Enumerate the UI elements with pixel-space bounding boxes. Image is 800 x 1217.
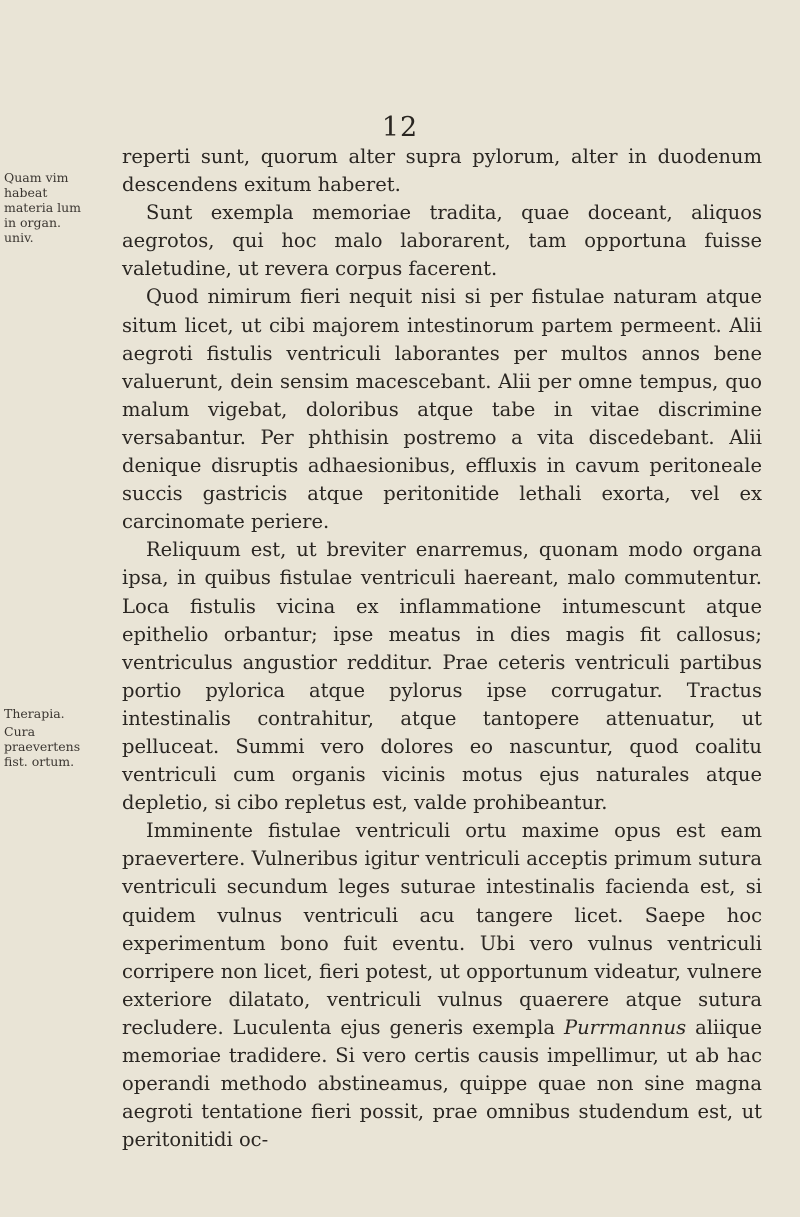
paragraph-5-text: Imminente fistulae ventriculi ortu maxime opus est eam praevertere. Vulneribus igitur ventriculi acceptis primum sutura ventriculi secundum leges suturae intestinalis facienda est, si quidem vulnus ventriculi acu tangere licet. Saepe hoc experimentum bono fuit eventu. Ubi vero vulnus ventriculi corripere non licet, fieri potest, ut opportunum videatur, vulnere exteriore dilatato, ventriculi vulnus quaerere atque sutura recludere. Luculenta ejus generis exempla xyxy=(122,819,762,1039)
body-text xyxy=(122,143,762,1154)
paragraph-3: Quod nimirum fieri nequit nisi si per fistulae naturam atque situm licet, ut cibi majorem intestinorum partem permeent. Alii aegroti fistulis ventriculi laborantes per multos annos bene valuerunt, dein sensim macescebant. Alii per omne tempus, quo malum vigebat, doloribus atque tabe in vitae discrimine versabantur. Per phthisin postremo a vita discedebant. Alii denique disruptis adhaesionibus, effluxis in cavum peritoneale succis gastricis atque peritonitide lethali exorta, vel ex carcinomate periere. xyxy=(122,285,762,534)
paragraph-4: Reliquum est, ut breviter enarremus, quonam modo organa ipsa, in quibus fistulae ventriculi haereant, malo commutentur. Loca fistulis vicina ex inflammatione intumescunt atque epithelio orbantur; ipse meatus in dies magis fit callosus; ventriculus angustior redditur. Prae ceteris ventriculi partibus portio pylorica atque pylorus ipse corrugatur. Tractus intestinalis contrahitur, atque tantopere attenuatur, ut pelluceat. Summi vero dolores eo nascuntur, quod coalitu ventriculi cum organis vicinis motus ejus naturales atque depletio, si cibo repletus est, valde prohibeantur. xyxy=(122,538,762,815)
paragraph-5 xyxy=(122,817,762,1154)
margin-note-quam-vim: Quam vim habeat materia lum in organ. univ. xyxy=(4,170,82,245)
margin-note-therapia: Therapia. xyxy=(4,706,65,721)
page-number: 12 xyxy=(381,112,419,143)
paragraph-5-continuation: aliique memoriae tradidere. Si vero certis causis impellimur, ut ab hac operandi methodo abstineamus, quippe quae non sine magna aegroti tentatione fieri possit, prae omnibus studendum est, ut peritonitidi oc- xyxy=(122,1015,762,1152)
margin-note-cura: Cura praevertens fist. ortum. xyxy=(4,724,81,769)
author-name-purrmannus: Purrmannus xyxy=(563,1015,687,1039)
paragraph-1: reperti sunt, quorum alter supra pylorum, alter in duodenum descendens exitum haberet. xyxy=(122,145,762,197)
paragraph-2: Sunt exempla memoriae tradita, quae doceant, aliquos aegrotos, qui hoc malo laborarent, tam opportuna fuisse valetudine, ut revera corpus facerent. xyxy=(122,201,762,281)
